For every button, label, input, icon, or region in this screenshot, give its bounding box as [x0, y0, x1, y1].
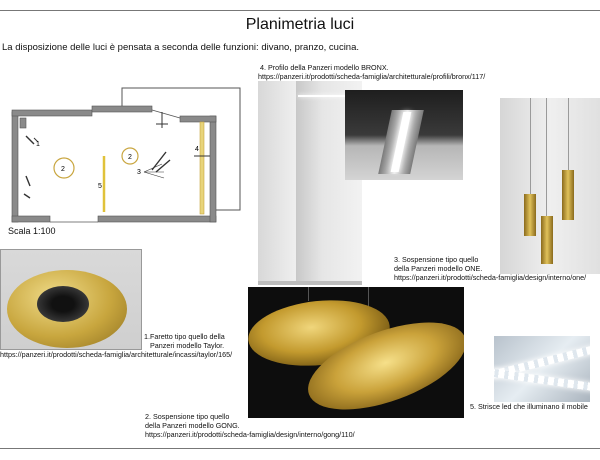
bottom-rule — [0, 448, 600, 449]
page-subtitle: La disposizione delle luci è pensata a seconda delle funzioni: divano, pranzo, cucina. — [2, 42, 360, 53]
page-title: Planimetria luci — [245, 16, 355, 33]
one-cylinder-2 — [541, 216, 553, 264]
plan-label-3: 3 — [137, 169, 141, 176]
plan-label-2b: 2 — [128, 154, 132, 161]
taylor-caption-line1: 1.Faretto tipo quello della — [144, 332, 225, 341]
top-rule — [0, 10, 600, 11]
led-caption: 5. Strisce led che illuminano il mobile — [470, 402, 588, 411]
taylor-lens — [37, 286, 89, 322]
bronx-profile-marker — [200, 122, 204, 214]
plan-label-1: 1 — [36, 141, 40, 148]
bronx-profile-detail-photo — [345, 90, 463, 180]
gong-caption-url: https://panzeri.it/prodotti/scheda-famiglia/design/interno/gong/110/ — [145, 430, 355, 439]
taylor-caption-line2: Panzeri modello Taylor. — [150, 341, 225, 350]
plan-label-5: 5 — [98, 183, 102, 190]
plan-label-2a: 2 — [61, 166, 65, 173]
gong-suspension-photo — [248, 287, 464, 418]
led-strip-photo — [494, 336, 590, 402]
floor-plan — [4, 84, 246, 229]
bronx-caption-title: 4. Profilo della Panzeri modello BRONX. — [260, 63, 389, 72]
one-cylinder-3 — [562, 170, 574, 220]
gong-caption-line1: 2. Sospensione tipo quello — [145, 412, 230, 421]
taylor-caption-url: https://panzeri.it/prodotti/scheda-famiglia/architetturale/incassi/taylor/165/ — [0, 350, 233, 359]
one-cylinder-1 — [524, 194, 536, 236]
bronx-caption-url: https://panzeri.it/prodotti/scheda-famiglia/architetturale/profili/bronx/117/ — [258, 72, 486, 81]
gong-caption-line2: della Panzeri modello GONG. — [145, 421, 240, 430]
one-caption-line2: della Panzeri modello ONE. — [394, 264, 483, 273]
one-suspension-photo — [500, 98, 600, 274]
plan-label-4: 4 — [195, 146, 199, 153]
led-strip-2 — [494, 368, 590, 391]
taylor-spot-photo — [0, 249, 142, 350]
scale-label: Scala 1:100 — [8, 226, 56, 236]
one-caption-url: https://panzeri.it/prodotti/scheda-famiglia/design/interno/one/ — [394, 273, 587, 282]
plan-walls — [12, 106, 216, 222]
one-caption-line1: 3. Sospensione tipo quello — [394, 255, 479, 264]
